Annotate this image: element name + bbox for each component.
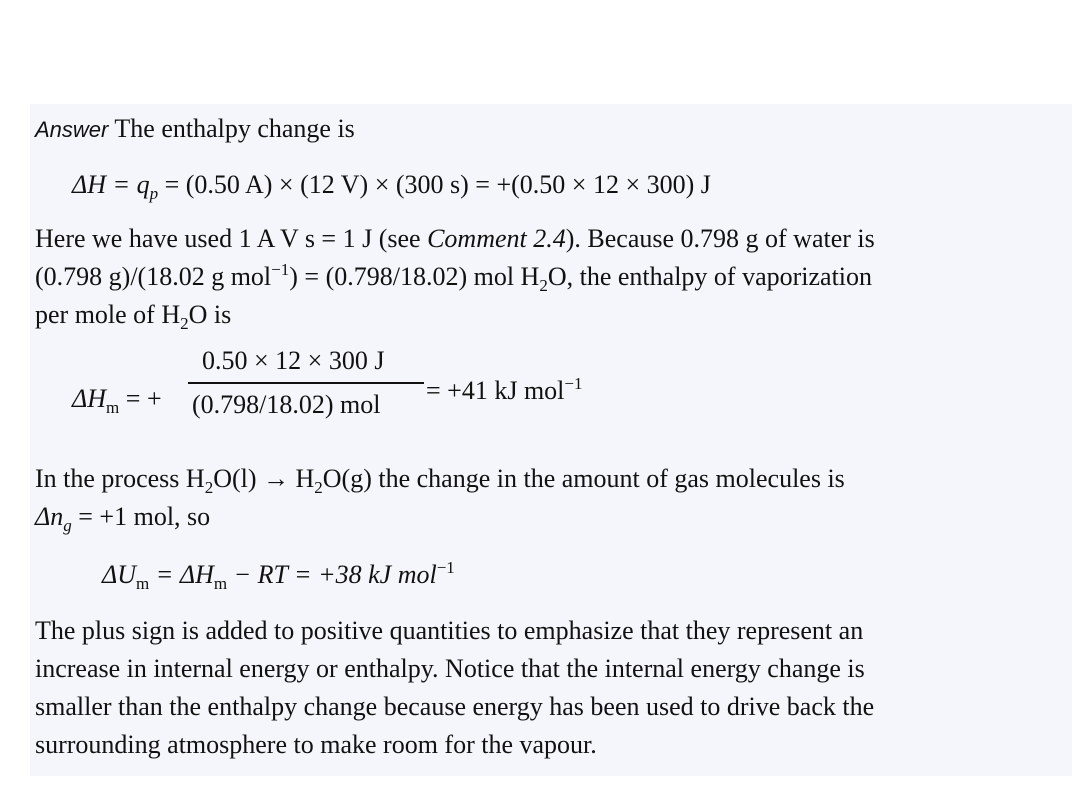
equation-internal-energy	[102, 558, 455, 593]
p2-l2-sub: g	[63, 516, 72, 535]
p1-l2-sup: −1	[271, 260, 290, 279]
p2-l1-b: O(l) → H	[213, 464, 315, 493]
p1-l2-sub: 2	[539, 276, 548, 295]
fraction-bar	[188, 382, 424, 384]
p1-l1-a: Here we have used 1 A V s = 1 J (see	[35, 224, 428, 253]
paragraph-2-line-1	[35, 462, 845, 496]
p1-l1-b: ). Because 0.798 g of water is	[565, 224, 875, 253]
eq3-a-sub: m	[136, 574, 150, 593]
fraction-denominator: (0.798/18.02) mol	[192, 390, 381, 419]
eq2-rhs: = +41 kJ mol	[426, 376, 565, 405]
answer-label: Answer	[35, 117, 109, 142]
eq1-sub-p: p	[149, 184, 159, 203]
equation-molar-enthalpy-rhs	[426, 376, 583, 406]
paragraph-3-line-3: smaller than the enthalpy change because energy has been used to drive back the	[35, 692, 875, 721]
eq3-c: − RT = +38 kJ mol	[227, 560, 437, 589]
p2-l1-a: In the process H	[35, 464, 205, 493]
eq3-b: = ΔH	[149, 560, 214, 589]
p1-l2-b: ) = (0.798/18.02) mol H	[289, 262, 540, 291]
p1-l3-sub: 2	[180, 314, 189, 333]
paragraph-1-line-1	[35, 222, 875, 256]
p2-l2-a: Δn	[35, 502, 64, 531]
p1-l2-c: O, the enthalpy of vaporization	[547, 262, 873, 291]
eq2-rhs-sup: −1	[564, 374, 583, 393]
paragraph-1-line-2	[35, 260, 872, 294]
paragraph-1-line-3	[35, 298, 231, 332]
eq1-lhs: ΔH = q	[72, 170, 150, 199]
equation-fraction	[188, 346, 428, 436]
paragraph-2-line-2	[35, 500, 210, 534]
paragraph-3-line-4: surrounding atmosphere to make room for the vapour.	[35, 730, 597, 759]
answer-line	[35, 112, 355, 147]
p2-l1-c: O(g) the change in the amount of gas molecules is	[322, 464, 845, 493]
eq2-lhs-sub: m	[106, 398, 120, 417]
answer-intro: The enthalpy change is	[114, 114, 355, 143]
document-page	[30, 104, 1072, 776]
eq3-a: ΔU	[102, 560, 137, 589]
p2-l1-sub1: 2	[204, 478, 214, 497]
comment-reference: Comment 2.4	[427, 224, 566, 253]
p2-l2-b: = +1 mol, so	[71, 502, 211, 531]
eq3-c-sup: −1	[436, 558, 455, 577]
eq2-lhs: ΔH	[72, 384, 107, 413]
fraction-numerator: 0.50 × 12 × 300 J	[202, 346, 385, 375]
paragraph-3-line-1: The plus sign is added to positive quantities to emphasize that they represent an	[35, 616, 864, 645]
p1-l2-a: (0.798 g)/(18.02 g mol	[35, 262, 272, 291]
equation-molar-enthalpy-lhs	[72, 384, 162, 417]
paragraph-3-line-2: increase in internal energy or enthalpy. Notice that the internal energy change is	[35, 654, 865, 683]
p2-l1-sub2: 2	[314, 478, 323, 497]
equation-enthalpy-change	[72, 170, 711, 203]
p1-l3-b: O is	[188, 300, 232, 329]
eq1-rhs: = (0.50 A) × (12 V) × (300 s) = +(0.50 × 12 × 300) J	[158, 170, 711, 199]
p1-l3-a: per mole of H	[35, 300, 181, 329]
eq2-sign: = +	[119, 384, 162, 413]
eq3-b-sub: m	[213, 574, 228, 593]
